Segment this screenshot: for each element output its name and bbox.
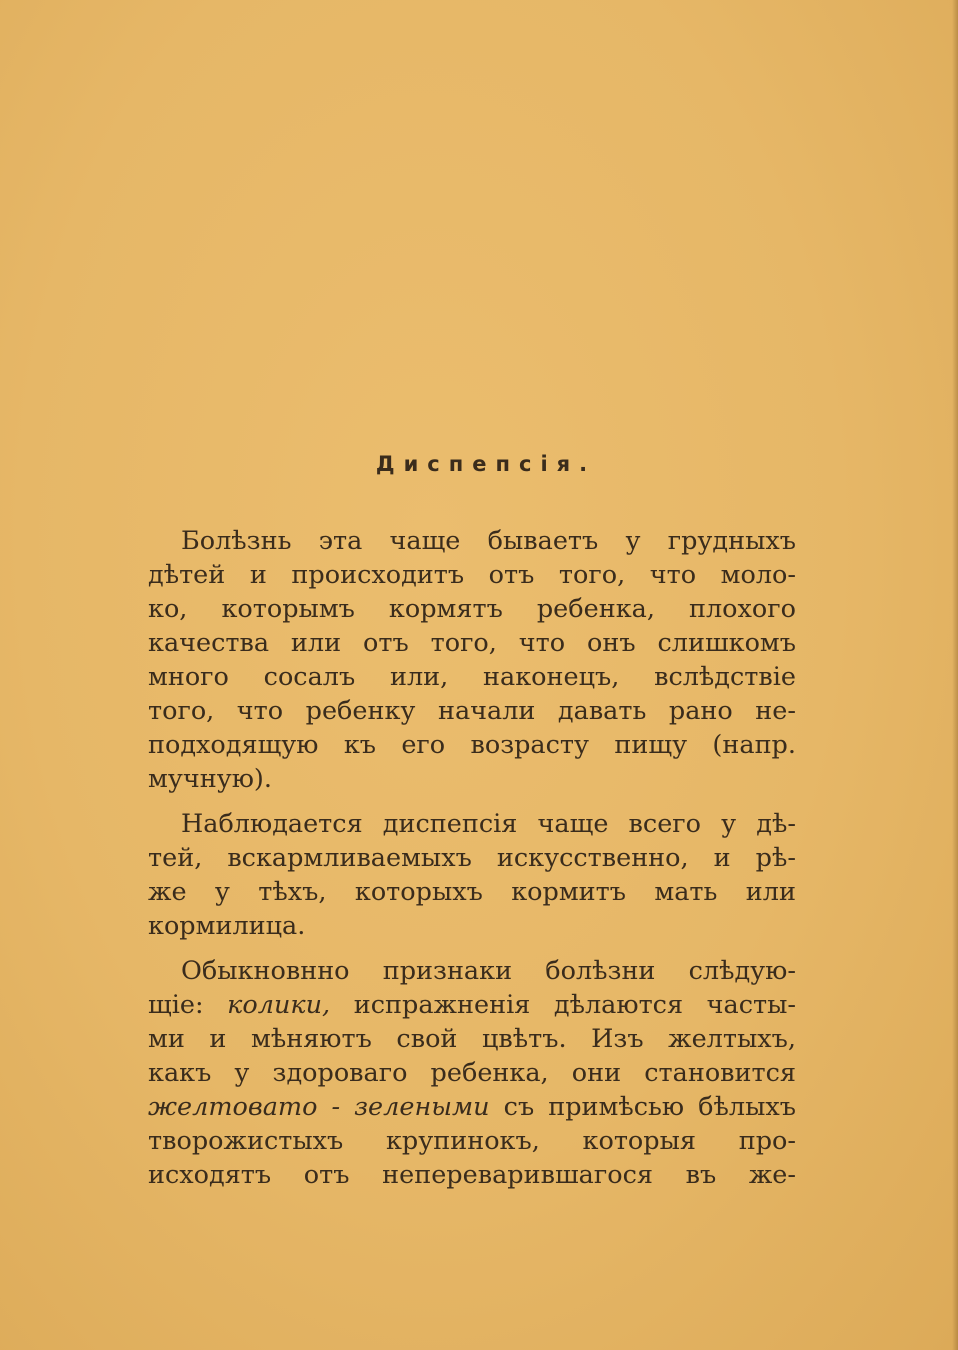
text-line: дѣтей и происходитъ отъ того, что моло-: [148, 560, 796, 590]
italic-term: желтовато - зелеными: [148, 1092, 490, 1122]
text-line: тей, вскармливаемыхъ искусственно, и рѣ-: [148, 843, 796, 873]
text-line: же у тѣхъ, которыхъ кормитъ мать или: [148, 877, 796, 907]
text-line: Обыкновнно признаки болѣзни слѣдую-: [181, 956, 796, 986]
text-line: того, что ребенку начали давать рано не-: [148, 696, 796, 726]
chapter-title: Диспепсія.: [375, 452, 597, 476]
paragraph-3: [148, 954, 796, 1192]
body-text: [148, 524, 796, 1192]
text-line: творожистыхъ крупинокъ, которыя про-: [148, 1126, 796, 1156]
text-line: много сосалъ или, наконецъ, вслѣдствіе: [148, 662, 796, 692]
text-line: Болѣзнь эта чаще бываетъ у грудныхъ: [181, 526, 796, 556]
page-edge-shadow: [952, 0, 958, 1350]
text-run: испражненія дѣлаются часты-: [330, 990, 796, 1020]
text-line: мучную).: [148, 764, 272, 794]
text-run: щіе:: [148, 990, 228, 1020]
text-line: исходятъ отъ непереварившагося въ же-: [148, 1160, 796, 1190]
paragraph-1: [148, 524, 796, 796]
italic-term: колики,: [227, 990, 331, 1020]
text-line: ми и мѣняютъ свой цвѣтъ. Изъ желтыхъ,: [148, 1024, 796, 1054]
paragraph-2: [148, 807, 796, 943]
text-line: какъ у здороваго ребенка, они становится: [148, 1058, 796, 1088]
text-line: кормилица.: [148, 911, 306, 941]
text-line: подходящую къ его возрасту пищу (напр.: [148, 730, 796, 760]
text-line: Наблюдается диспепсія чаще всего у дѣ-: [181, 809, 796, 839]
text-line: [148, 1090, 796, 1124]
text-line: качества или отъ того, что онъ слишкомъ: [148, 628, 796, 658]
text-line: ко, которымъ кормятъ ребенка, плохого: [148, 594, 796, 624]
text-run: съ примѣсью бѣлыхъ: [489, 1092, 796, 1122]
text-line: [148, 988, 796, 1022]
